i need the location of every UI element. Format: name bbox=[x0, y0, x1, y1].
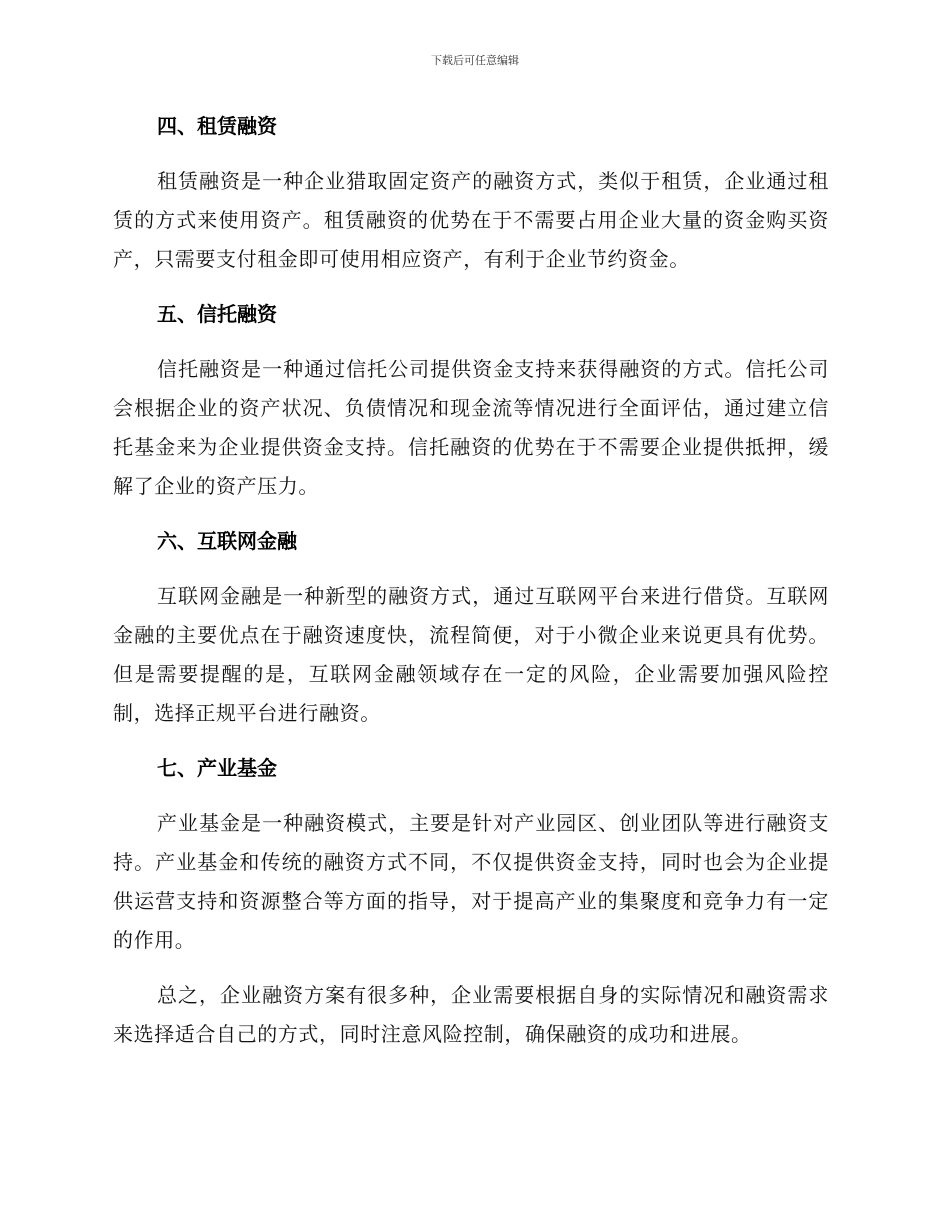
section-heading-internet-finance: 六、互联网金融 bbox=[157, 529, 297, 553]
document-body bbox=[113, 107, 829, 1054]
section-heading-trust: 五、信托融资 bbox=[157, 302, 277, 326]
conclusion-paragraph: 总之，企业融资方案有很多种，企业需要根据自身的实际情况和融资需求来选择适合自己的方式，同时注意风险控制，确保融资的成功和进展。 bbox=[113, 983, 829, 1046]
section-paragraph-trust: 信托融资是一种通过信托公司提供资金支持来获得融资的方式。信托公司会根据企业的资产状况、负债情况和现金流等情况进行全面评估，通过建立信托基金来为企业提供资金支持。信托融资的优势在于不需要企业提供抵押，缓解了企业的资产压力。 bbox=[113, 357, 829, 498]
section-paragraph-leasing: 租赁融资是一种企业猎取固定资产的融资方式，类似于租赁，企业通过租赁的方式来使用资产。租赁融资的优势在于不需要占用企业大量的资金购买资产，只需要支付租金即可使用相应资产，有利于企业节约资金。 bbox=[113, 169, 829, 271]
page-header: 下载后可任意编辑 bbox=[431, 54, 519, 67]
section-heading-industry-fund: 七、产业基金 bbox=[157, 756, 277, 780]
section-paragraph-industry-fund: 产业基金是一种融资模式，主要是针对产业园区、创业团队等进行融资支持。产业基金和传统的融资方式不同，不仅提供资金支持，同时也会为企业提供运营支持和资源整合等方面的指导，对于提高产业的集聚度和竞争力有一定的作用。 bbox=[113, 811, 829, 952]
section-paragraph-internet-finance: 互联网金融是一种新型的融资方式，通过互联网平台来进行借贷。互联网金融的主要优点在于融资速度快，流程简便，对于小微企业来说更具有优势。但是需要提醒的是，互联网金融领域存在一定的风险，企业需要加强风险控制，选择正规平台进行融资。 bbox=[113, 584, 829, 725]
section-heading-leasing: 四、租赁融资 bbox=[157, 114, 277, 138]
